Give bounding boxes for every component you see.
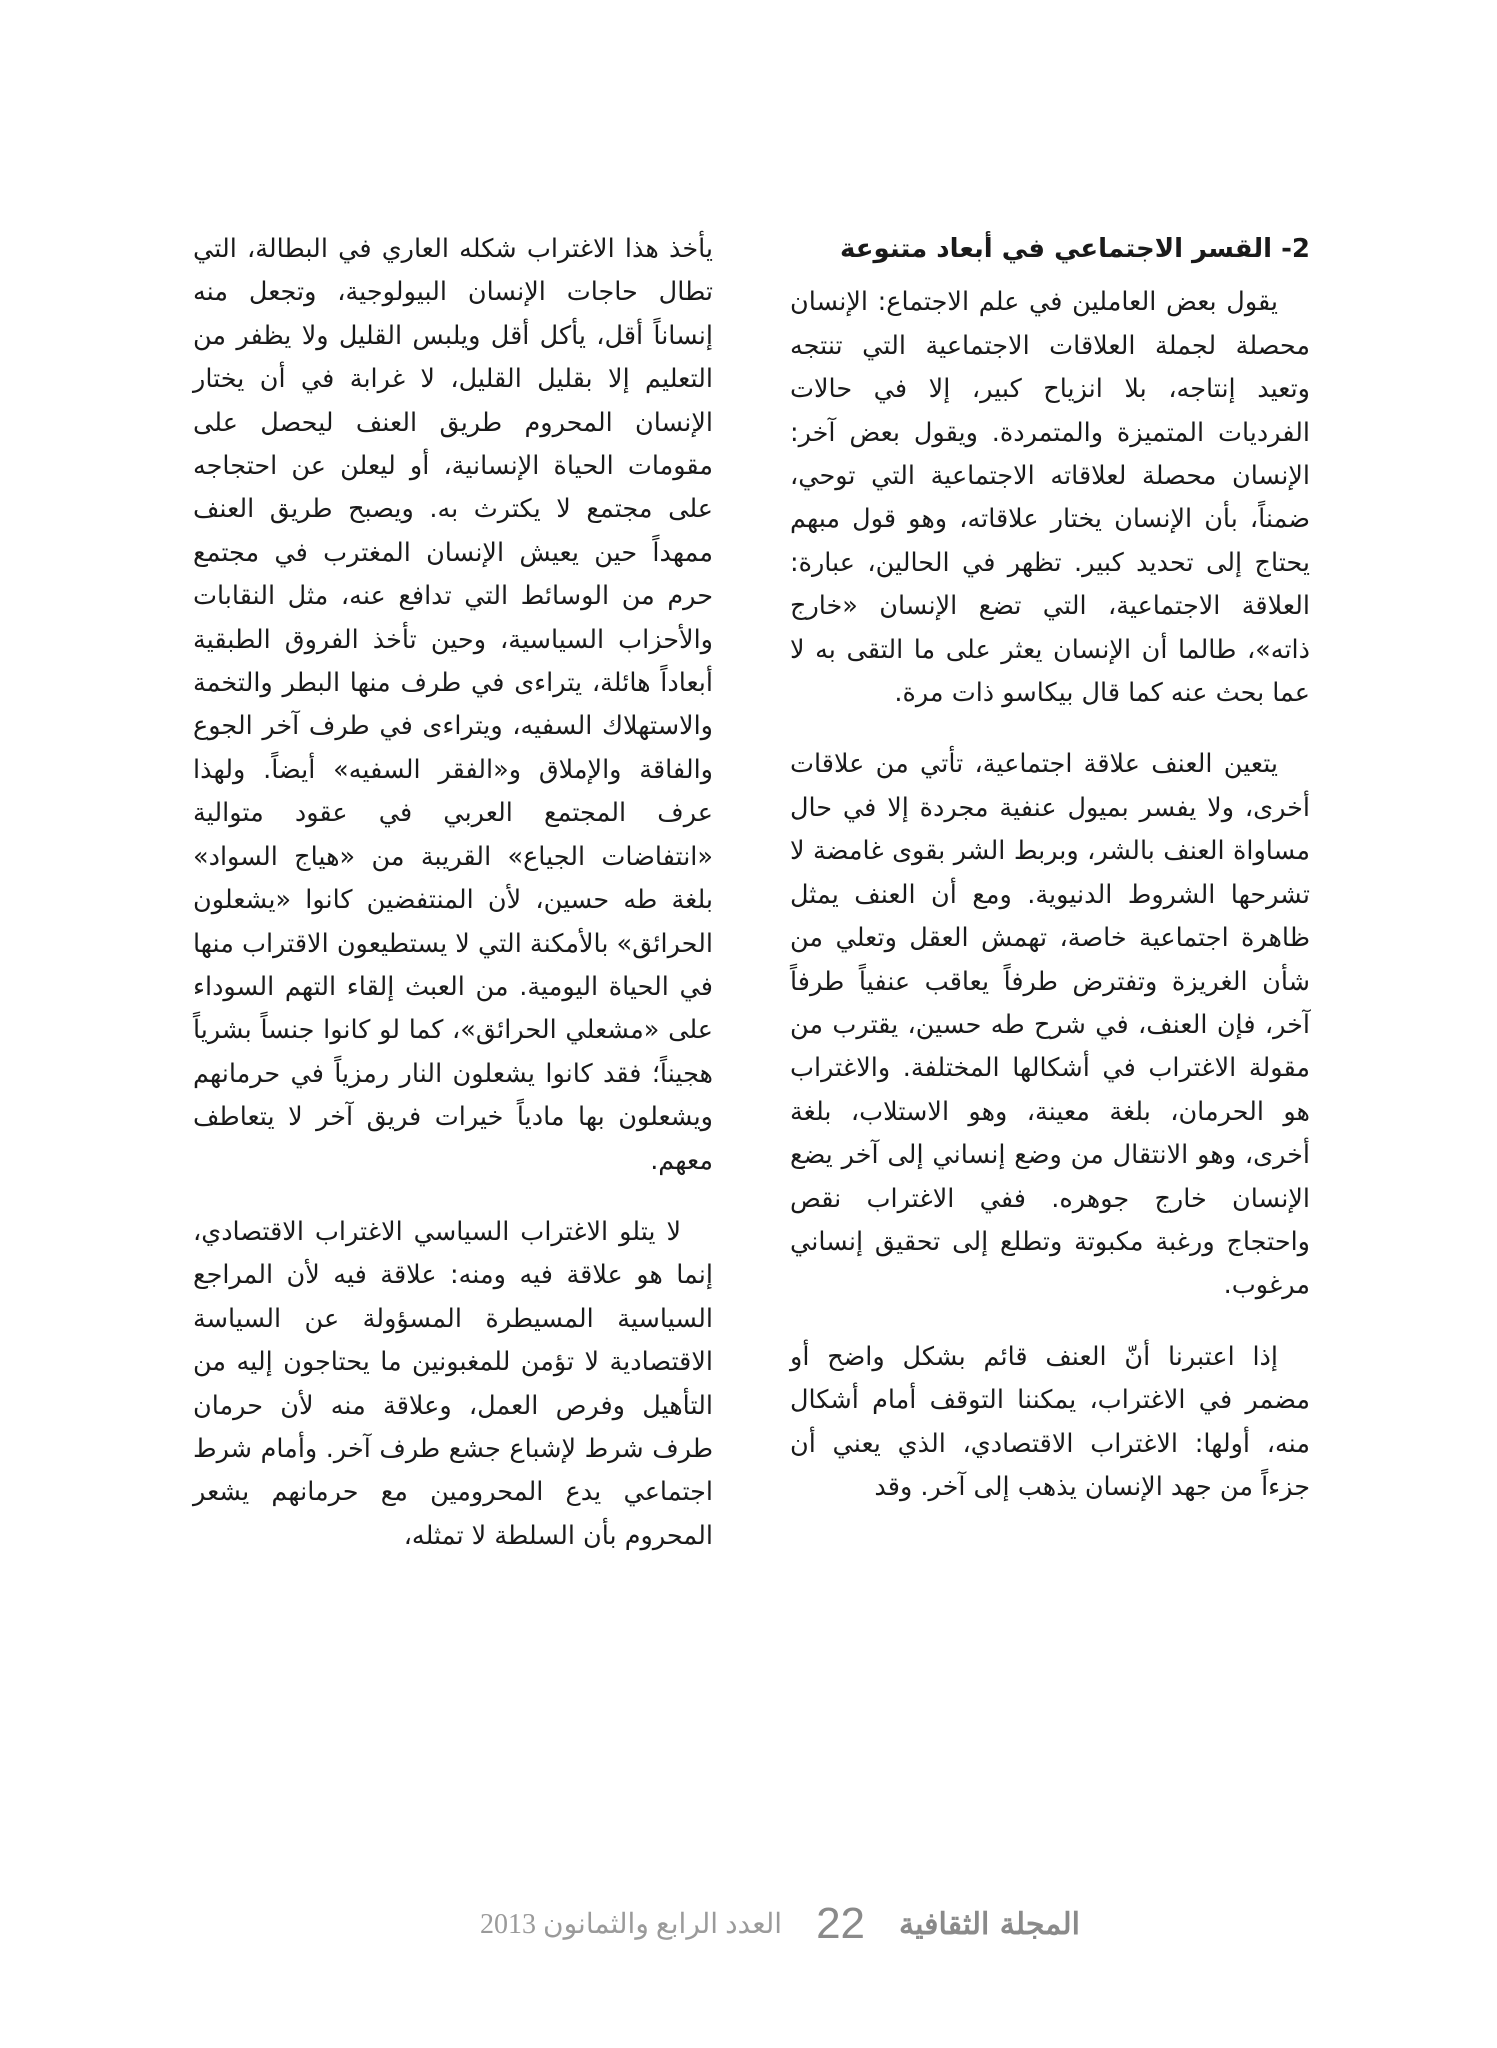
paragraph: لا يتلو الاغتراب السياسي الاغتراب الاقتصادي، إنما هو علاقة فيه ومنه: علاقة فيه لأن المراجع السياسية المسيطرة المسؤولة عن السياسة الاقتصادية لا تؤمن للمغبونين ما يحتاجون إليه من التأهيل وفرص العمل، وعلاقة منه لأن حرمان طرف شرط لإشباع جشع طرف آخر. وأمام شرط اجتماعي يدع المحرومين مع حرمانهم يشعر المحروم بأن السلطة لا تمثله، [193, 1216, 713, 1551]
issue-label: العدد الرابع والثمانون 2013 [480, 1909, 783, 1940]
paragraph: يتعين العنف علاقة اجتماعية، تأتي من علاقات أخرى، ولا يفسر بميول عنفية مجردة إلا في حال مساواة العنف بالشر، وبربط الشر بقوى غامضة لا تشرحها الشروط الدنيوية. ومع أن العنف يمثل ظاهرة اجتماعية خاصة، تهمش العقل وتعلي من شأن الغريزة وتفترض طرفاً يعاقب عنفياً طرفاً آخر، فإن العنف، في شرح طه حسين، يقترب من مقولة الاغتراب في أشكالها المختلفة. والاغتراب هو الحرمان، بلغة معينة، وهو الاستلاب، بلغة أخرى، وهو الانتقال من وضع إنساني إلى آخر يضع الإنسان خارج جوهره. ففي الاغتراب نقص واحتجاج ورغبة مكبوتة وتطلع إلى تحقيق إنساني مرغوب. [790, 749, 1310, 1301]
paragraph: إذا اعتبرنا أنّ العنف قائم بشكل واضح أو مضمر في الاغتراب، يمكننا التوقف أمام أشكال منه، أولها: الاغتراب الاقتصادي، الذي يعني أن جزءاً من جهد الإنسان يذهب إلى آخر. وقد [790, 1341, 1310, 1502]
page-footer [430, 1894, 1080, 1954]
right-column [790, 228, 1310, 1509]
paragraph: يأخذ هذا الاغتراب شكله العاري في البطالة، التي تطال حاجات الإنسان البيولوجية، وتجعل منه إنساناً أقل، يأكل أقل ويلبس القليل ولا يظفر من التعليم إلا بقليل القليل، لا غرابة في أن يختار الإنسان المحروم طريق العنف ليحصل على مقومات الحياة الإنسانية، أو ليعلن عن احتجاجه على مجتمع لا يكترث به. ويصبح طريق العنف ممهداً حين يعيش الإنسان المغترب في مجتمع حرم من الوسائط التي تدافع عنه، مثل النقابات والأحزاب السياسية، وحين تأخذ الفروق الطبقية أبعاداً هائلة، يتراءى في طرف منها البطر والتخمة والاستهلاك السفيه، ويتراءى في طرف آخر الجوع والفاقة والإملاق و«الفقر السفيه» أيضاً. ولهذا عرف المجتمع العربي في عقود متوالية «انتفاضات الجياع» القريبة من «هياج السواد» بلغة طه حسين، لأن المنتفضين كانوا «يشعلون الحرائق» بالأمكنة التي لا يستطيعون الاقتراب منها في الحياة اليومية. من العبث إلقاء التهم السوداء على «مشعلي الحرائق»، كما لو كانوا جنساً بشرياً هجيناً؛ فقد كانوا يشعلون النار رمزياً في حرمانهم ويشعلون بها مادياً خيرات فريق آخر لا يتعاطف معهم. [193, 234, 713, 1176]
left-column [193, 228, 713, 1558]
section-heading: 2- القسر الاجتماعي في أبعاد متنوعة [840, 234, 1310, 264]
page-number: 22 [816, 1899, 866, 1948]
magazine-name: المجلة الثقافية [899, 1906, 1080, 1942]
paragraph: يقول بعض العاملين في علم الاجتماع: الإنسان محصلة لجملة العلاقات الاجتماعية التي تنتجه وتعيد إنتاجه، بلا انزياح كبير، إلا في حالات الفرديات المتميزة والمتمردة. ويقول بعض آخر: الإنسان محصلة لعلاقاته الاجتماعية التي توحي، ضمناً، بأن الإنسان يختار علاقاته، وهو قول مبهم يحتاج إلى تحديد كبير. تظهر في الحالين، عبارة: العلاقة الاجتماعية، التي تضع الإنسان «خارج ذاته»، طالما أن الإنسان يعثر على ما التقى به لا عما بحث عنه كما قال بيكاسو ذات مرة. [790, 287, 1310, 709]
